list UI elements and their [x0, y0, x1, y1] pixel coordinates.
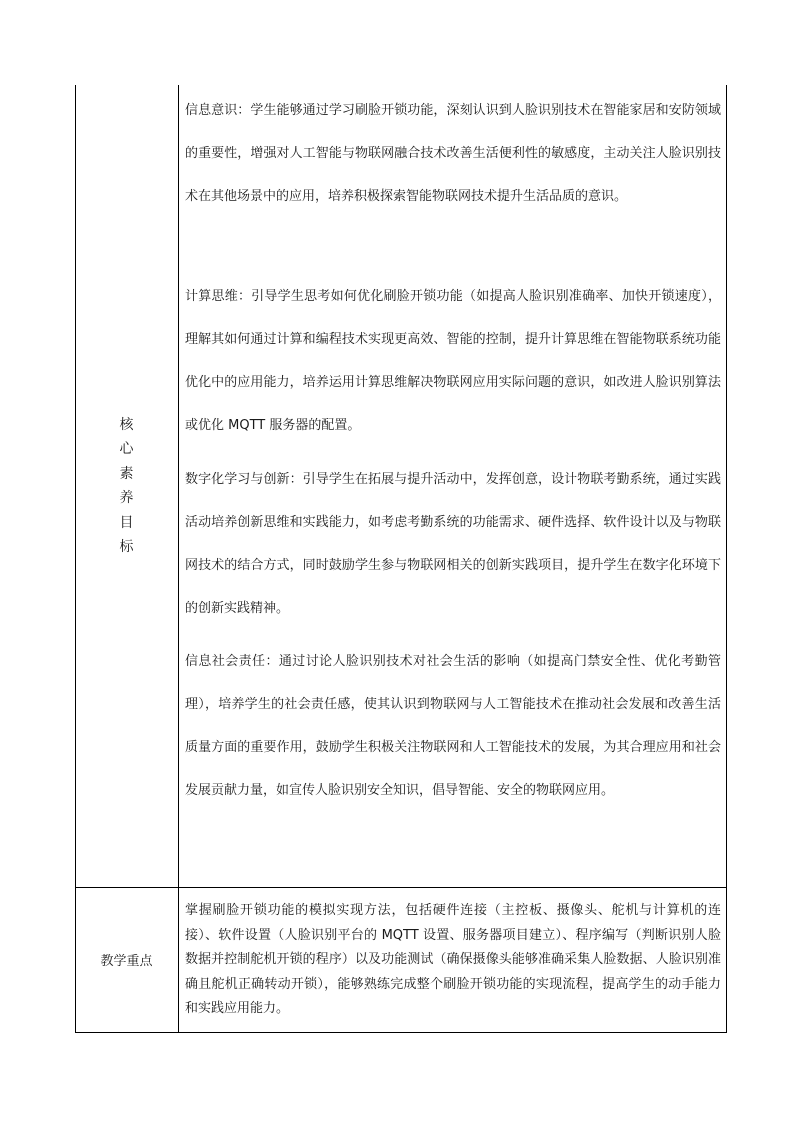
core-literacy-paragraph-social-responsibility: 信息社会责任：通过讨论人脸识别技术对社会生活的影响（如提高门禁安全性、优化考勤管理），培养学生的社会责任感，使其认识到物联网与人工智能技术在推动社会发展和改善生活质量方面的重要作用，鼓励学生积极关注物联网和人工智能技术的发展，为其合理应用和社会发展贡献力量，如宣传人脸识别安全知识，倡导智能、安全的物联网应用。 — [185, 654, 721, 798]
label-char: 核 — [119, 416, 134, 433]
label-char: 心 — [119, 441, 134, 457]
table-border-right — [726, 85, 727, 1032]
label-char: 素 — [119, 465, 134, 482]
core-literacy-paragraph-information-awareness: 信息意识：学生能够通过学习刷脸开锁功能，深刻认识到人脸识别技术在智能家居和安防领域的重要性，增强对人工智能与物联网融合技术改善生活便利性的敏感度，主动关注人脸识别技术在其他场景中的应用，培养积极探索智能物联网技术提升生活品质的意识。 — [185, 103, 721, 204]
label-char: 养 — [119, 490, 134, 506]
table-border-bottom — [75, 1032, 727, 1033]
core-literacy-label — [75, 85, 178, 887]
label-char: 标 — [119, 539, 134, 555]
teaching-focus-content: 掌握刷脸开锁功能的模拟实现方法，包括硬件连接（主控板、摄像头、舵机与计算机的连接）、软件设置（人脸识别平台的 MQTT 设置、服务器项目建立）、程序编写（判断识别人脸数据并控制舵机开锁的程序）以及功能测试（确保摄像头能够准确采集人脸数据、人脸识别准确且舵机正确转动开锁），能够熟练完成整个刷脸开锁功能的实现流程，提高学生的动手能力和实践应用能力。 — [185, 903, 721, 1016]
core-literacy-paragraph-computational-thinking: 计算思维：引导学生思考如何优化刷脸开锁功能（如提高人脸识别准确率、加快开锁速度），理解其如何通过计算和编程技术实现更高效、智能的控制，提升计算思维在智能物联系统功能优化中的应用能力，培养运用计算思维解决物联网应用实际问题的意识，如改进人脸识别算法或优化 MQTT 服务器的配置。 — [185, 289, 721, 433]
table-column-divider — [178, 85, 179, 1032]
label-char: 目 — [119, 514, 134, 531]
core-literacy-paragraph-digital-innovation: 数字化学习与创新：引导学生在拓展与提升活动中，发挥创意，设计物联考勤系统，通过实践活动培养创新思维和实践能力，如考虑考勤系统的功能需求、硬件选择、软件设计以及与物联网技术的结合方式，同时鼓励学生参与物联网相关的创新实践项目，提升学生在数字化环境下的创新实践精神。 — [185, 472, 721, 616]
teaching-focus-label: 教学重点 — [100, 954, 153, 969]
